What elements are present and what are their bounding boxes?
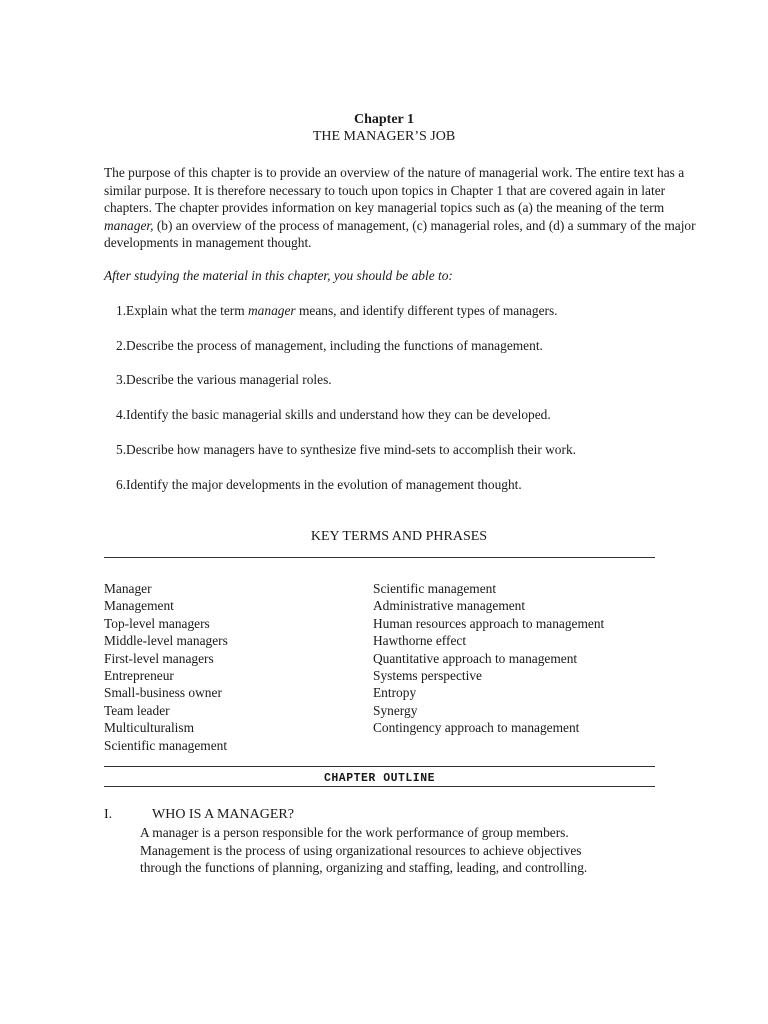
objective-text: Describe how managers have to synthesize five mind-sets to accomplish their work.	[126, 442, 576, 457]
key-term: Entropy	[373, 685, 417, 701]
outline-body-line: Management is the process of using organizational resources to achieve objectives	[140, 842, 582, 858]
key-term: Scientific management	[104, 737, 228, 753]
key-term: Entrepreneur	[104, 668, 174, 684]
intro-text-part2: (b) an overview of the process of management, (c) managerial roles, and (d) a summary of the major developments in management thought.	[104, 217, 696, 251]
outline-top-divider	[104, 766, 655, 767]
key-terms-right-column	[373, 580, 604, 737]
objective-number: 1.	[116, 303, 127, 318]
chapter-outline-heading: CHAPTER OUTLINE	[323, 772, 436, 785]
objective-text: Describe the process of management, including the functions of management.	[126, 338, 543, 353]
key-term: Team leader	[104, 702, 170, 718]
key-term: Scientific management	[373, 581, 497, 596]
key-term: Top-level managers	[104, 615, 210, 631]
key-term: Human resources approach to management	[373, 615, 605, 631]
key-terms-left-column	[104, 580, 228, 754]
key-term: Administrative management	[373, 598, 526, 614]
objective-text: Explain what the term	[126, 303, 249, 318]
key-term: Small-business owner	[104, 685, 222, 701]
key-term: Middle-level managers	[104, 633, 228, 649]
key-term: Hawthorne effect	[373, 633, 467, 649]
objectives-lead: After studying the material in this chapter, you should be able to:	[104, 268, 453, 283]
objective-item	[116, 302, 558, 319]
chapter-label: Chapter 1	[353, 112, 415, 127]
key-term: Systems perspective	[373, 668, 482, 684]
key-term: Management	[104, 598, 174, 614]
key-term: Manager	[104, 581, 152, 596]
objective-emphasis: manager	[248, 303, 296, 318]
key-term: Quantitative approach to management	[373, 650, 578, 666]
intro-term-manager: manager,	[104, 217, 154, 233]
objective-item	[116, 371, 332, 388]
key-term: Multiculturalism	[104, 720, 195, 736]
objective-number: 6.	[116, 477, 127, 492]
objective-number: 2.	[116, 338, 127, 353]
objective-text: Identify the major developments in the evolution of management thought.	[126, 477, 522, 492]
intro-text-part1: The purpose of this chapter is to provide an overview of the nature of managerial work. The entire text has a similar purpose. It is therefore necessary to touch upon topics in Chapter 1 that are covered again in later chapters. The chapter provides information on key managerial topics such as (a) the meaning of the term	[104, 165, 685, 216]
outline-body-line: A manager is a person responsible for the work performance of group members.	[140, 825, 569, 840]
objective-number: 4.	[116, 407, 127, 422]
objective-number: 3.	[116, 372, 127, 387]
intro-paragraph	[104, 164, 704, 252]
objective-text-end: means, and identify different types of managers.	[295, 303, 558, 318]
key-term: Contingency approach to management	[373, 720, 580, 736]
outline-section-number: I.	[104, 807, 113, 822]
key-term: First-level managers	[104, 650, 214, 666]
outline-section-body	[140, 824, 670, 877]
objective-number: 5.	[116, 442, 127, 457]
objective-item	[116, 441, 576, 458]
key-terms-divider	[104, 557, 655, 558]
objective-item	[116, 406, 551, 423]
key-terms-heading: KEY TERMS AND PHRASES	[310, 529, 488, 544]
outline-body-line: through the functions of planning, organizing and staffing, leading, and controlling.	[140, 860, 588, 876]
chapter-title: THE MANAGER’S JOB	[312, 129, 456, 144]
objective-item	[116, 337, 543, 354]
outline-bottom-divider	[104, 786, 655, 787]
outline-section-title: WHO IS A MANAGER?	[152, 807, 294, 822]
objective-text: Identify the basic managerial skills and understand how they can be developed.	[126, 407, 551, 422]
objective-text: Describe the various managerial roles.	[126, 372, 332, 387]
objective-item	[116, 476, 522, 493]
key-term: Synergy	[373, 702, 418, 718]
